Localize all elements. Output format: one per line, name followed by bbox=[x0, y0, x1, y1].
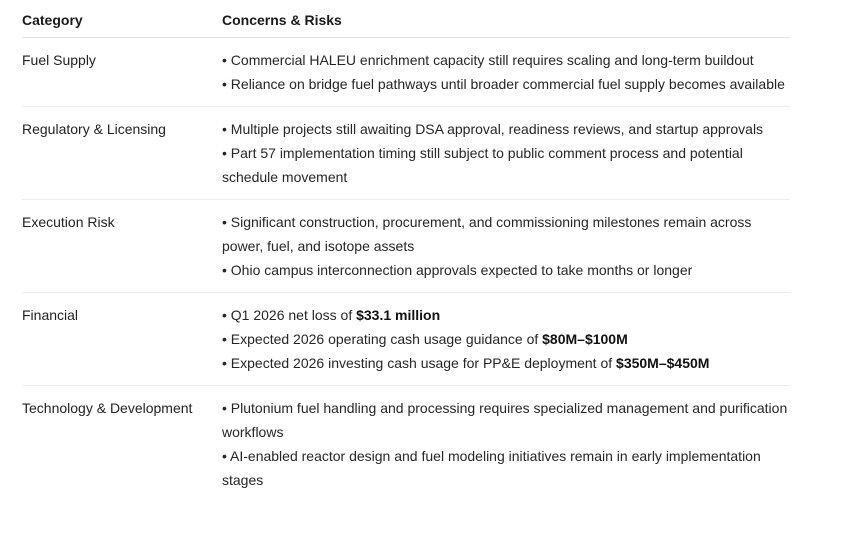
concerns-cell bbox=[222, 107, 790, 200]
concerns-cell bbox=[222, 386, 790, 503]
bullet-item: • Ohio campus interconnection approvals expected to take months or longer bbox=[222, 262, 693, 278]
bullet-item: • Plutonium fuel handling and processing requires specialized management and purification workflows bbox=[222, 400, 788, 440]
bold-figure: $80M–$100M bbox=[542, 331, 628, 347]
bullet-item: • Reliance on bridge fuel pathways until broader commercial fuel supply becomes available bbox=[222, 76, 785, 92]
category-cell: Fuel Supply bbox=[22, 38, 222, 107]
concerns-cell bbox=[222, 200, 790, 293]
bullet-item: • Q1 2026 net loss of $33.1 million bbox=[222, 307, 441, 323]
table-header-row bbox=[22, 0, 790, 38]
category-cell: Regulatory & Licensing bbox=[22, 107, 222, 200]
bullet-item: • AI-enabled reactor design and fuel modeling initiatives remain in early implementation stages bbox=[222, 448, 761, 488]
category-column-header: Category bbox=[22, 0, 222, 38]
risks-table bbox=[22, 0, 790, 502]
bold-figure: $33.1 million bbox=[356, 307, 441, 323]
category-cell: Execution Risk bbox=[22, 200, 222, 293]
table-row bbox=[22, 386, 790, 503]
bullet-item: • Significant construction, procurement, and commissioning milestones remain across power, fuel, and isotope assets bbox=[222, 214, 752, 254]
bold-figure: $350M–$450M bbox=[616, 355, 710, 371]
bullet-item: • Commercial HALEU enrichment capacity still requires scaling and long-term buildout bbox=[222, 52, 754, 68]
category-cell: Technology & Development bbox=[22, 400, 193, 416]
concerns-column-header: Concerns & Risks bbox=[222, 0, 790, 38]
table-row bbox=[22, 38, 790, 107]
bullet-item: • Part 57 implementation timing still subject to public comment process and potential schedule movement bbox=[222, 145, 743, 185]
table-row bbox=[22, 200, 790, 293]
table-row bbox=[22, 107, 790, 200]
concerns-cell bbox=[222, 38, 790, 107]
risks-table-container bbox=[22, 0, 790, 502]
category-cell: Financial bbox=[22, 293, 222, 386]
bullet-item: • Expected 2026 operating cash usage guidance of $80M–$100M bbox=[222, 331, 628, 347]
bullet-item: • Expected 2026 investing cash usage for PP&E deployment of $350M–$450M bbox=[222, 355, 710, 371]
concerns-cell bbox=[222, 293, 790, 386]
bullet-item: • Multiple projects still awaiting DSA approval, readiness reviews, and startup approvals bbox=[222, 121, 764, 137]
table-row bbox=[22, 293, 790, 386]
